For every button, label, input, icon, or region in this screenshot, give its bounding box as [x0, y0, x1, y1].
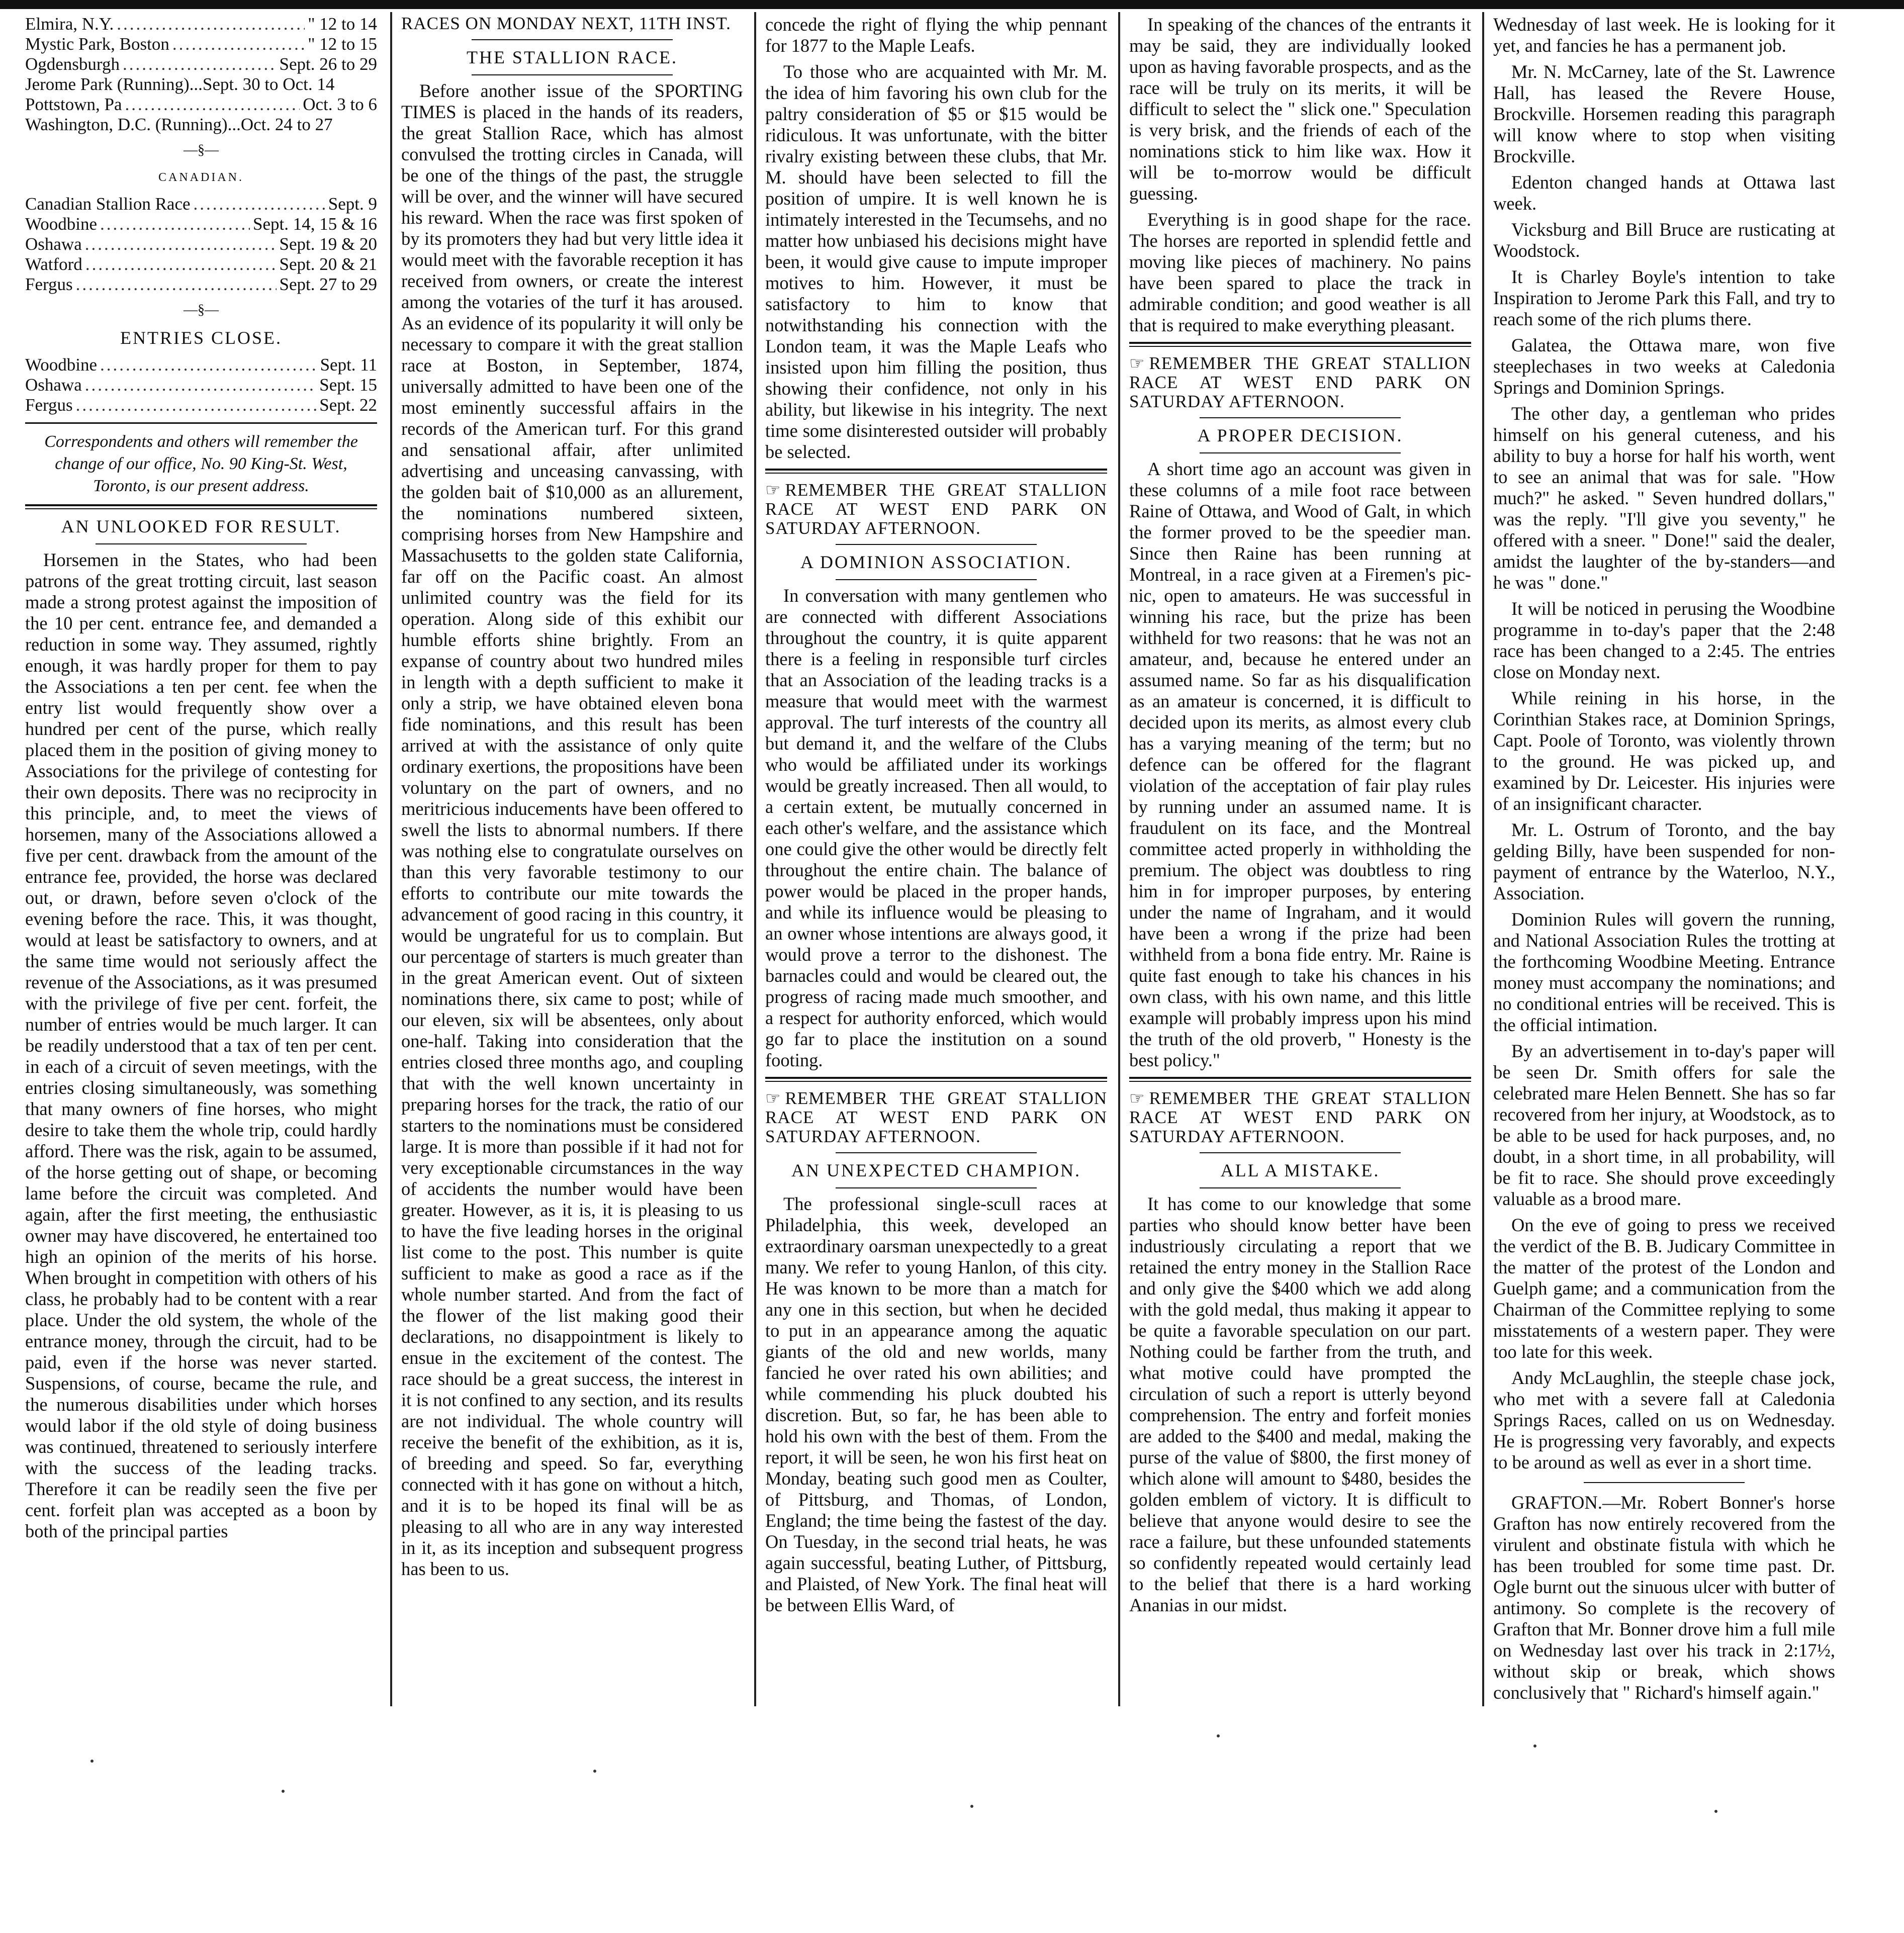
entries-close-list — [25, 355, 377, 415]
remember-notice: ☞ REMEMBER THE GREAT STALLION RACE AT WEST END PARK ON SATURDAY AFTERNOON. — [765, 1088, 1107, 1146]
column-rule — [1118, 12, 1120, 1706]
double-rule — [1129, 342, 1471, 347]
schedule-row — [25, 234, 377, 254]
entries-close-heading: ENTRIES CLOSE. — [120, 328, 282, 348]
schedule-row — [25, 214, 377, 234]
dot-leader — [76, 274, 277, 295]
schedule-place: Elmira, N.Y. — [25, 14, 114, 34]
schedule-row — [25, 254, 377, 274]
brief-item: Edenton changed hands at Ottawa last week. — [1493, 172, 1835, 214]
divider — [25, 422, 377, 424]
print-speck — [970, 1805, 973, 1808]
print-speck — [593, 1770, 596, 1773]
dot-leader — [194, 194, 325, 214]
schedule-place: Fergus — [25, 395, 73, 415]
unlooked-result-heading: AN UNLOOKED FOR RESULT. — [61, 516, 341, 536]
divider — [836, 1152, 1037, 1153]
print-speck — [282, 1790, 285, 1793]
schedule-row — [25, 34, 377, 54]
print-speck — [1714, 1810, 1717, 1813]
schedule-row — [25, 375, 377, 395]
schedule-date: " 12 to 15 — [308, 34, 377, 54]
schedule-place: Fergus — [25, 274, 73, 294]
pointing-hand-icon: ☞ — [765, 480, 781, 500]
grafton-item: GRAFTON.—Mr. Robert Bonner's horse Grafton has now entirely recovered from the virulent and obstinate fistula with which he has been troubled for some time past. Dr. Ogle burnt out the sinuous ulcer with butter of antimony. So complete is the recovery of Grafton that Mr. Bonner drove him a full mile on Wednesday last over his track in 2:17½, without skip or break, which shows conclusively that " Richard's himself again." — [1493, 1492, 1835, 1703]
schedule-date: " 12 to 14 — [308, 14, 377, 34]
dot-leader — [85, 234, 277, 254]
schedule-place: Pottstown, Pa — [25, 95, 122, 114]
divider — [1200, 417, 1401, 418]
divider — [1200, 1187, 1401, 1188]
schedule-date: Sept. 19 & 20 — [279, 234, 377, 254]
article-paragraph: Horsemen in the States, who had been patrons of the great trotting circuit, last season made a strong protest against the imposition of the 10 per cent. entrance fee, and demanded a reduction in some way. They assumed, rightly enough, it was hardly proper for them to pay the Associations a ten per cent. fee when the entry list would frequently show over a hundred per cent of the purse, which really placed them in the position of giving money to Associations for the privilege of contesting for their own deposits. There was no reciprocity in this principle, and, to meet the views of horsemen, many of the Associations allowed a five per cent. drawback from the amount of the entrance fee, provided, the horse was declared out, or drawn, before seven o'clock of the evening before the race. This, it was thought, would at least be satisfactory to owners, and at the same time would not seriously affect the revenue of the Associations, as it was presumed with the privilege of five per cent. forfeit, the number of entries would be much larger. It can be readily understood that a tax of ten per cent. in each of a circuit of seven meetings, with the entries closing simultaneously, was something that many owners of fine horses, who might desire to take them the whole trip, could hardly afford. There was the risk, again to be assumed, of the horse getting out of shape, or becoming lame before the circuit was completed. And again, after the first meeting, the enthusiastic owner may have discovered, he entertained too high an opinion of the merits of his horse. When brought in competition with others of his class, he probably had to be content with a rear place. Under the old system, the whole of the entrance money, through the circuit, had to be paid, even if the horse was never started. Suspensions, of course, became the rule, and the numerous disabilities under which horses would labor if the old style of doing business was continued, threatened to seriously interfere with the success of the leading tracks. Therefore it can be readily seen the five per cent. forfeit plan was accepted as a boon by both of the principal parties — [25, 549, 377, 1541]
divider — [472, 74, 673, 75]
schedule-date: Sept. 20 & 21 — [279, 254, 377, 274]
article-paragraph: Everything is in good shape for the race. The horses are reported in splendid fettle and moving like pieces of machinery. No pains have been spared to place the track in admirable condition; and good weather is all that is required to make everything pleasant. — [1129, 209, 1471, 335]
schedule-row — [25, 95, 377, 115]
schedule-date: Sept. 9 — [328, 194, 377, 214]
article-paragraph: In speaking of the chances of the entrants it may be said, they are individually looked upon as having favorable prospects, and as the race will be truly on its merits, it will be difficult to select the " slick one." Speculation is very brisk, and the friends of each of the nominations stick to him like wax. How it will be to-morrow would be difficult guessing. — [1129, 14, 1471, 204]
column-1 — [20, 14, 382, 1703]
stallion-race-article — [401, 80, 743, 1580]
brief-item: Wednesday of last week. He is looking for it yet, and fancies he has a permanent job. — [1493, 14, 1835, 56]
remember-notice: ☞ REMEMBER THE GREAT STALLION RACE AT WEST END PARK ON SATURDAY AFTERNOON. — [1129, 353, 1471, 411]
brief-item: Galatea, the Ottawa mare, won five steeplechases in two weeks at Caledonia Springs and Dominion Springs. — [1493, 335, 1835, 398]
schedule-date: Sept. 22 — [319, 395, 377, 415]
divider — [1200, 452, 1401, 453]
pointing-hand-icon: ☞ — [1129, 353, 1145, 374]
dot-leader — [100, 355, 317, 375]
brief-item: Mr. L. Ostrum of Toronto, and the bay gelding Billy, have been suspended for non-payment of entrance by the Waterloo, N.Y., Association. — [1493, 819, 1835, 903]
dot-leader — [100, 214, 250, 234]
schedule-row — [25, 115, 377, 135]
schedule-place: Woodbine — [25, 214, 97, 234]
stallion-race-heading: THE STALLION RACE. — [466, 47, 678, 67]
us-race-schedule — [25, 14, 377, 135]
brief-items — [1493, 14, 1835, 1473]
schedule-place: Oshawa — [25, 234, 82, 254]
schedule-date: Sept. 14, 15 & 16 — [253, 214, 377, 234]
dot-leader — [76, 395, 317, 415]
divider — [472, 39, 673, 40]
brief-item: It is Charley Boyle's intention to take Inspiration to Jerome Park this Fall, and try to reach some of the rich plums there. — [1493, 266, 1835, 329]
schedule-row — [25, 194, 377, 214]
print-speck — [1533, 1744, 1536, 1747]
schedule-row — [25, 14, 377, 34]
unexpected-champion-heading: AN UNEXPECTED CHAMPION. — [791, 1160, 1081, 1180]
column-4 — [1124, 14, 1476, 1703]
brief-item: It will be noticed in perusing the Woodbine programme in to-day's paper that the 2:48 race has been changed to a 2:45. The entries close on Monday next. — [1493, 598, 1835, 682]
divider — [1200, 1152, 1401, 1153]
article-paragraph: In conversation with many gentlemen who are connected with different Associations throughout the country, it is quite apparent there is a feeling in responsible turf circles that an Association of the leading tracks is a measure that would meet with the warmest approval. The turf interests of the country all but demand it, and the welfare of the Clubs who would be affiliated under its workings would be greatly increased. Then all would, to a certain extent, be mutually concerned in each other's welfare, and the assistance which one could give the other would be directly felt throughout the entire chain. The balance of power would be placed in the proper hands, and while its influence would be pleasing to an owner whose intentions are always good, it would prove a terror to the dishonest. The barnacles could and would be cleared out, the progress of racing made much smoother, and a respect for authority enforced, which would go far to place the institution on a sound footing. — [765, 585, 1107, 1070]
schedule-place: Woodbine — [25, 355, 97, 375]
race-notice-fragment: RACES ON MONDAY NEXT, 11TH INST. — [401, 14, 731, 33]
unlooked-result-article — [25, 549, 377, 1542]
article-paragraph: It has come to our knowledge that some parties who should know better have been industriously circulating a report that we retained the entry money in the Stallion Race and only give the $400 which we add along with the gold medal, thus making it appear to be quite a favorable speculation on our part. Nothing could be farther from the truth, and what motive could have prompted the circulation of such a report is utterly beyond comprehension. The entry and forfeit monies are added to the $400 and medal, making the purse of the value of $800, the first money of which alone will amount to $480, besides the golden emblem of victory. It is difficult to believe that anyone would desire to see the race a failure, but these unfounded statements so confidently repeated would certainly lead to the belief that there is a hard working Ananias in our midst. — [1129, 1193, 1471, 1615]
brief-item: Vicksburg and Bill Bruce are rusticating at Woodstock. — [1493, 219, 1835, 261]
schedule-date: Sept. 11 — [320, 355, 377, 375]
double-rule — [25, 504, 377, 509]
divider — [836, 579, 1037, 580]
schedule-place: Jerome Park (Running)...Sept. 30 to Oct. 14 — [25, 74, 335, 94]
article-paragraph: Before another issue of the SPORTING TIMES is placed in the hands of its readers, the great Stallion Race, which has almost convulsed the trotting circles in Canada, will be one of the things of the past, the struggle will be over, and the winner will have secured his reward. When the race was first spoken of by its promoters they had but very little idea it would meet with the favorable reception it has received from owners, or create the interest among the votaries of the turf it has aroused. As an evidence of its popularity it will only be necessary to compare it with the great stallion race at Boston, in September, 1874, universally admitted to have been one of the most eminently successful affairs in the records of the American turf. For this grand and sensational affair, after unlimited advertising and unceasing canvassing, with the golden bait of $10,000 as an allurement, the nominations numbered sixteen, comprising horses from New Hampshire and Massachusetts to the golden state California, far off on the Pacific coast. An almost unlimited country was the field for its operation. Along side of this exhibit our humble efforts shine brightly. From an expanse of country about two hundred miles in length with a depth sufficient to make it only a strip, we have obtained eleven bona fide nominations, and this result has been arrived at with the assistance of only quite ordinary exertions, the propositions have been voluntary on the part of owners, and no meritricious inducements have been offered to swell the lists to abnormal numbers. If there was nothing else to congratulate ourselves on than this very favorable testimony to our efforts to contribute our mite towards the advancement of good racing in this country, it would be ungrateful for us to complain. But our percentage of starters is much greater than in the great American event. Out of sixteen nominations there, six came to post; while of our eleven, six will be absentees, only about one-half. Taking into consideration that the entries closed three months ago, and coupling that with the well known uncertainty in preparing horses for the track, the ratio of our starters to the nominations must be considered large. It is more than possible if it had not for very exceptionable circumstances in the way of accidents the number would have been greater. However, as it is, it is pleasing to us to have the five leading horses in the original list come to the post. This number is quite sufficient to make as good a race as if the whole number started. And from the fact of the flower of the list making good their declarations, no disappointment is likely to ensue in the excitement of the contest. The race should be a great success, the interest in it is not confined to any section, and its results are not individual. The whole country will receive the benefit of the exhibition, as it is, of breeding and speed. So far, everything connected with it has gone on without a hitch, and it is to be hoped its final will be as pleasing to all who are in any way interested in it, as its inception and subsequent progress has been to us. — [401, 80, 743, 1579]
brief-item: By an advertisement in to-day's paper will be seen Dr. Smith offers for sale the celebrated mare Helen Bennett. She has so far recovered from her injury, at Woodstock, as to be able to be used for hack purposes, and, no doubt, in a short time, in all probability, will be fit to race. She should prove exceedingly valuable as a brood mare. — [1493, 1041, 1835, 1209]
dot-leader — [85, 254, 277, 274]
article-paragraph: A short time ago an account was given in these columns of a mile foot race between Raine of Ottawa, and Wood of Galt, in which the former proved to be the speedier man. Since then Raine has been running at Montreal, in a race given at a Firemen's pic-nic, open to amateurs. He was successful in winning his race, but the prize has been withheld for two reasons: that he was not an amateur, and, because he entered under an assumed name. So far as his disqualification as an amateur is concerned, it is difficult to decided upon its merits, as almost every club has a varying meaning of the term; but no defence can be offered for the flagrant violation of the acceptation of fair play rules by running under an assumed name. It is fraudulent on its face, and the Montreal committee acted properly in withholding the premium. The object was doubtless to ring him in for improper purposes, by entering under the name of Ingraham, and it would have been a wrong if the prize had been withheld from a bona fide entry. Mr. Raine is quite fast enough to take his chances in his own class, with his own name, and this little example will probably impress upon his mind the truth of the old proverb, " Honesty is the best policy." — [1129, 458, 1471, 1070]
schedule-row — [25, 54, 377, 74]
schedule-row — [25, 274, 377, 295]
column-rule — [754, 12, 756, 1706]
divider — [1584, 1482, 1745, 1483]
column-rule — [390, 12, 392, 1706]
column-2 — [396, 14, 748, 1703]
office-notice: Correspondents and others will remember the change of our office, No. 90 King-St. West, Toronto, is our present address. — [44, 432, 358, 495]
column-3 — [760, 14, 1112, 1703]
schedule-date: Sept. 27 to 29 — [279, 274, 377, 294]
dot-leader — [123, 54, 277, 74]
schedule-place: Watford — [25, 254, 82, 274]
brief-item: On the eve of going to press we received the verdict of the B. B. Judicary Committee in the matter of the protest of the London and Guelph game; and a communication from the Chairman of the Committee replying to some misstatements of a western paper. They were too late for this week. — [1493, 1215, 1835, 1362]
schedule-date: Sept. 26 to 29 — [279, 54, 377, 74]
dot-leader — [85, 375, 317, 395]
brief-item: While reining in his horse, in the Corinthian Stakes race, at Dominion Springs, Capt. Poole of Toronto, was violently thrown to the ground. He was picked up, and examined by Dr. Leicester. His injuries were of an insignificant character. — [1493, 688, 1835, 814]
schedule-place: Canadian Stallion Race — [25, 194, 191, 214]
dot-leader — [125, 95, 300, 115]
print-speck — [1217, 1734, 1220, 1737]
double-rule — [1129, 1077, 1471, 1082]
pointing-hand-icon: ☞ — [765, 1088, 781, 1109]
dot-leader — [172, 34, 305, 54]
double-rule — [765, 1077, 1107, 1082]
schedule-row — [25, 355, 377, 375]
top-border — [0, 0, 1904, 9]
brief-item: Dominion Rules will govern the running, and National Association Rules the trotting at the forthcoming Woodbine Meeting. Entrance money must accompany the nominations; and no conditional entries will be received. This is the official intimation. — [1493, 909, 1835, 1035]
double-rule — [765, 469, 1107, 474]
brief-item: Mr. N. McCarney, late of the St. Lawrence Hall, has leased the Revere House, Brockville. Horsemen reading this paragraph will know where to stop when visiting Brockville. — [1493, 61, 1835, 166]
schedule-place: Oshawa — [25, 375, 82, 395]
article-paragraph: The professional single-scull races at Philadelphia, this week, developed an extraordinary oarsman unexpectedly to a great many. We refer to young Hanlon, of this city. He was known to be more than a match for any one in this section, but when he decided to put in an appearance among the aquatic giants of the old and new worlds, many fancied he over rated his own abilities; and while commending his pluck doubted his discretion. But, so far, he has been able to hold his own with the best of them. From the report, it will be seen, he won his first heat on Monday, beating such good men as Coulter, of Pittsburg, and Thomas, of London, England; the time being the fastest of the day. On Tuesday, in the second trial heats, he was again successful, beating Luther, of Pittsburg, and Plaisted, of New York. The final heat will be between Ellis Ward, of — [765, 1193, 1107, 1615]
remember-notice: ☞ REMEMBER THE GREAT STALLION RACE AT WEST END PARK ON SATURDAY AFTERNOON. — [1129, 1088, 1471, 1146]
column-rule — [1482, 12, 1484, 1706]
schedule-date: Oct. 3 to 6 — [303, 95, 377, 114]
schedule-place: Mystic Park, Boston — [25, 34, 169, 54]
divider — [836, 1187, 1037, 1188]
all-a-mistake-heading: ALL A MISTAKE. — [1220, 1160, 1380, 1180]
remember-notice: ☞ REMEMBER THE GREAT STALLION RACE AT WEST END PARK ON SATURDAY AFTERNOON. — [765, 480, 1107, 538]
schedule-row — [25, 74, 377, 95]
canadian-heading: CANADIAN. — [158, 171, 244, 184]
section-ornament: —§— — [184, 142, 219, 158]
divider — [836, 544, 1037, 545]
section-ornament: —§— — [184, 302, 219, 318]
schedule-date: Sept. 15 — [319, 375, 377, 395]
print-speck — [90, 1760, 94, 1763]
canadian-race-schedule — [25, 194, 377, 295]
schedule-place: Ogdensburgh — [25, 54, 120, 74]
proper-decision-heading: A PROPER DECISION. — [1197, 425, 1403, 445]
dominion-association-heading: A DOMINION ASSOCIATION. — [800, 552, 1072, 572]
dot-leader — [117, 14, 305, 34]
article-paragraph: To those who are acquainted with Mr. M. the idea of him favoring his own club for the paltry consideration of $5 or $15 would be ridiculous. It was unfortunate, with the bitter rivalry existing between these clubs, that Mr. M. should have been selected to fill the position of umpire. It is well known he is intimately interested in the Tecumsehs, and no matter how unbiased his decisions might have been, it would give cause to impute improper motives to him. However, it must be satisfactory to him to know that notwithstanding his connection with the London team, it was the Maple Leafs who insisted upon him filling the position, thus showing their confidence, not only in his ability, but likewise in his integrity. The next time some disinterested outsider will probably be selected. — [765, 61, 1107, 462]
schedule-row — [25, 395, 377, 415]
divider — [96, 543, 307, 544]
pointing-hand-icon: ☞ — [1129, 1088, 1145, 1109]
column-5 — [1488, 14, 1840, 1703]
article-paragraph: concede the right of flying the whip pennant for 1877 to the Maple Leafs. — [765, 14, 1107, 56]
schedule-place: Washington, D.C. (Running)...Oct. 24 to 27 — [25, 115, 333, 134]
brief-item: The other day, a gentleman who prides himself on his general cuteness, and his ability to buy a horse for half his worth, went to see an animal that was for sale. "How much?" he asked. " Seven hundred dollars," was the reply. "I'll give you seventy," he offered with a sneer. " Done!" said the dealer, amidst the laughter of the by-standers—and he was " done." — [1493, 403, 1835, 593]
brief-item: Andy McLaughlin, the steeple chase jock, who met with a severe fall at Caledonia Springs Races, called on us on Wednesday. He is progressing very favorably, and expects to be around as well as ever in a short time. — [1493, 1367, 1835, 1472]
